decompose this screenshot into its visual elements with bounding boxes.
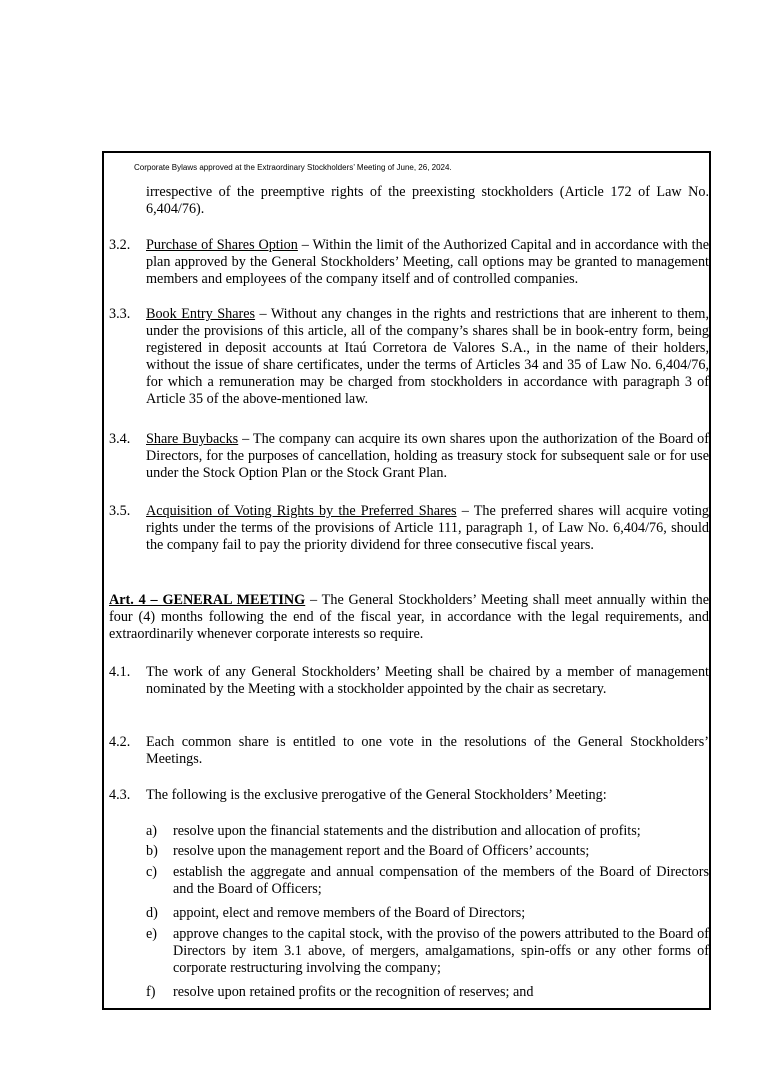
continuation-paragraph: irrespective of the preemptive rights of the preexisting stockholders (Article 172 of Law No. 6,404/76).: [146, 184, 709, 217]
section-3-2: [109, 237, 709, 288]
section-title: Book Entry Shares: [146, 306, 256, 322]
list-item-letter: f): [146, 984, 156, 1000]
article-body: – The General Stockholders’ Meeting shall meet annually within the four (4) months following the end of the fiscal year, in accordance with the legal requirements, and extraordinarily whenever corporate interests so require.: [109, 592, 709, 642]
list-item: [146, 864, 709, 898]
section-body: – Without any changes in the rights and restrictions that are inherent to them, under the provisions of this article, all of the company’s shares shall be in book-entry form, being registered in deposit accounts at Itaú Corretora de Valores S.A., in the name of their holders, without the issue of share certificates, under the terms of Articles 34 and 35 of Law No. 6,404/76, for which a remuneration may be charged from stockholders in accordance with paragraph 3 of Article 35 of the above-mentioned law.: [146, 306, 709, 407]
list-item: [146, 843, 709, 860]
list-item: [146, 823, 709, 840]
clause-text: Each common share is entitled to one vote in the resolutions of the General Stockholders’ Meetings.: [146, 734, 709, 767]
list-item-letter: b): [146, 843, 158, 859]
list-item: [146, 926, 709, 977]
section-body: – The preferred shares will acquire voting rights under the terms of the provisions of Article 111, paragraph 1, of Law No. 6,404/76, should the company fail to pay the priority dividend for three consecutive fiscal years.: [146, 503, 709, 553]
list-item: [146, 984, 709, 1001]
page-header: Corporate Bylaws approved at the Extraordinary Stockholders’ Meeting of June, 26, 2024.: [134, 163, 452, 172]
list-item-text: resolve upon the financial statements and the distribution and allocation of profits;: [173, 823, 641, 839]
clause-number: 4.1.: [109, 664, 131, 680]
list-item-text: resolve upon retained profits or the recognition of reserves; and: [173, 984, 534, 1000]
clause-number: 4.2.: [109, 734, 131, 750]
section-number: 3.2.: [109, 237, 131, 253]
article-4: [109, 592, 709, 643]
list-item-text: approve changes to the capital stock, with the proviso of the powers attributed to the Board of Directors by item 3.1 above, of mergers, amalgamations, spin-offs or any other forms of corporate restructuring involving the company;: [173, 926, 709, 976]
section-title: Share Buybacks: [146, 431, 239, 447]
list-item-letter: d): [146, 905, 158, 921]
article-title: Art. 4 – GENERAL MEETING: [109, 592, 306, 608]
clause-4-1: [109, 664, 709, 698]
section-title: Acquisition of Voting Rights by the Preferred Shares: [146, 503, 457, 519]
list-item-text: appoint, elect and remove members of the Board of Directors;: [173, 905, 526, 921]
section-number: 3.3.: [109, 306, 131, 322]
section-3-5: [109, 503, 709, 554]
section-title: Purchase of Shares Option: [146, 237, 298, 253]
section-3-4: [109, 431, 709, 482]
clause-number: 4.3.: [109, 787, 131, 803]
section-body: – Within the limit of the Authorized Capital and in accordance with the plan approved by the General Stockholders’ Meeting, call options may be granted to management members and employees of the company itself and of controlled companies.: [146, 237, 709, 287]
section-3-3: [109, 306, 709, 408]
section-body: – The company can acquire its own shares upon the authorization of the Board of Directors, for the purposes of cancellation, holding as treasury stock for subsequent sale or for use under the Stock Option Plan or the Stock Grant Plan.: [146, 431, 710, 481]
clause-text: The following is the exclusive prerogative of the General Stockholders’ Meeting:: [146, 787, 607, 803]
list-item-text: establish the aggregate and annual compensation of the members of the Board of Directors and the Board of Officers;: [173, 864, 709, 897]
list-item-text: resolve upon the management report and the Board of Officers’ accounts;: [173, 843, 590, 859]
section-number: 3.5.: [109, 503, 131, 519]
list-item: [146, 905, 709, 922]
list-item-letter: a): [146, 823, 158, 839]
clause-4-2: [109, 734, 709, 768]
clause-text: The work of any General Stockholders’ Meeting shall be chaired by a member of management nominated by the Meeting with a stockholder appointed by the chair as secretary.: [146, 664, 709, 697]
list-item-letter: e): [146, 926, 158, 942]
clause-4-3: [109, 787, 709, 804]
section-number: 3.4.: [109, 431, 131, 447]
list-item-letter: c): [146, 864, 158, 880]
